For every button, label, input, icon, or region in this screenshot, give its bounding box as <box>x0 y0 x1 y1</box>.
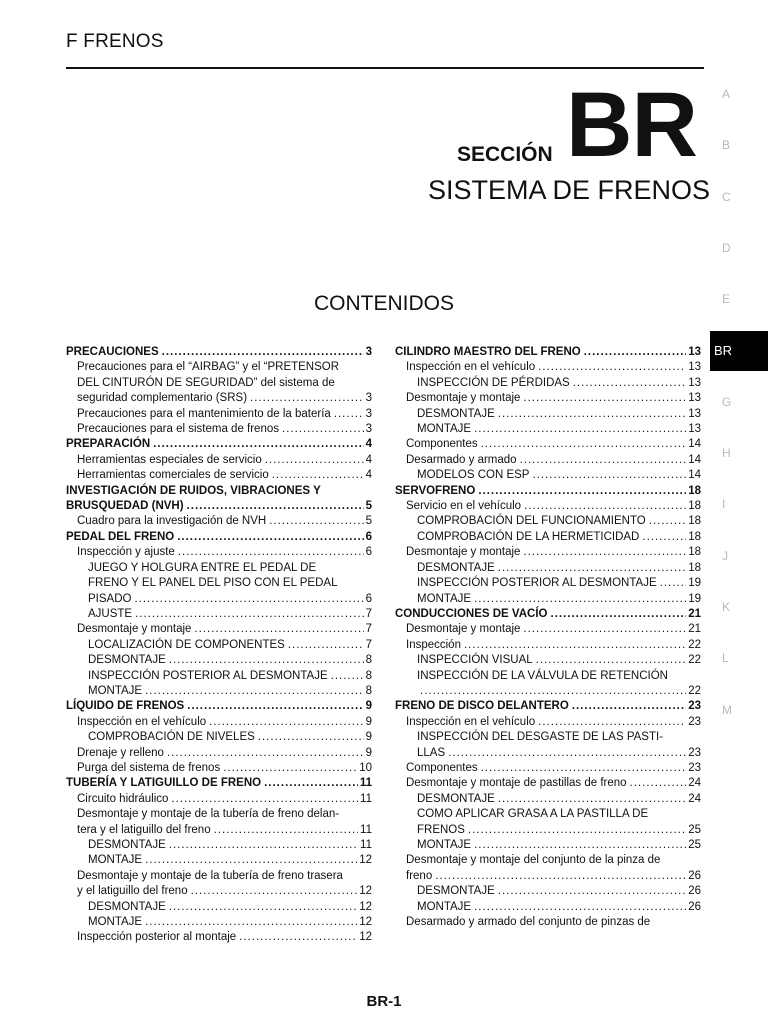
toc-page-number: 24 <box>688 777 701 790</box>
toc-entry-text: DESMONTAJE <box>417 561 495 574</box>
toc-entry-text: Desmontaje y montaje <box>406 546 521 559</box>
section-tab-i[interactable]: I <box>722 497 726 512</box>
toc-entry[interactable] <box>395 407 701 422</box>
toc-page-number: 26 <box>688 885 701 898</box>
toc-leader-dots <box>177 530 363 545</box>
toc-leader-dots <box>420 684 686 699</box>
toc-page-number: 22 <box>688 654 701 667</box>
toc-entry[interactable] <box>66 407 372 422</box>
toc-page-number: 14 <box>688 453 701 466</box>
toc-leader-dots <box>258 730 364 745</box>
toc-leader-dots <box>282 422 364 437</box>
toc-entry-text: PRECAUCIONES <box>66 346 159 358</box>
toc-page-number: 12 <box>359 916 372 929</box>
toc-leader-dots <box>191 884 358 899</box>
section-tab-h[interactable]: H <box>722 446 731 461</box>
toc-entry[interactable] <box>395 622 701 637</box>
toc-leader-dots <box>478 484 686 499</box>
toc-page-number: 14 <box>688 469 701 482</box>
toc-right-column <box>395 345 701 930</box>
toc-entry[interactable] <box>395 576 701 591</box>
toc-entry-text: DESMONTAJE <box>88 839 166 851</box>
toc-entry-text: COMPROBACIÓN DE LA HERMETICIDAD <box>417 530 640 543</box>
toc-page-number: 13 <box>688 423 701 436</box>
toc-entry-text: Inspección <box>406 638 461 651</box>
toc-entry-text: COMPROBACIÓN DEL FUNCIONAMIENTO <box>417 515 646 528</box>
toc-entry[interactable] <box>66 730 372 745</box>
toc-entry[interactable] <box>395 776 701 791</box>
toc-leader-dots <box>630 776 687 791</box>
toc-entry-text: MODELOS CON ESP <box>417 469 530 482</box>
toc-page-number: 7 <box>365 607 372 620</box>
toc-leader-dots <box>498 884 686 899</box>
toc-entry[interactable] <box>395 699 701 714</box>
toc-page-number: 8 <box>365 654 372 667</box>
section-tab-a[interactable]: A <box>722 87 731 101</box>
toc-entry[interactable] <box>66 853 372 868</box>
toc-entry[interactable] <box>66 484 372 515</box>
toc-page-number: 6 <box>365 546 372 559</box>
toc-entry-text: SERVOFRENO <box>395 484 476 497</box>
toc-leader-dots <box>448 746 686 761</box>
toc-page-number: 3 <box>365 392 372 405</box>
toc-entry-text: INSPECCIÓN VISUAL <box>417 654 533 667</box>
toc-entry-text: MONTAJE <box>417 423 472 436</box>
toc-leader-dots <box>523 622 686 637</box>
toc-entry-text: Desmontaje y montaje <box>77 623 192 636</box>
toc-entry-text: Desmontaje y montaje de pastillas de freno <box>406 777 627 790</box>
toc-leader-dots <box>435 869 686 884</box>
toc-entry[interactable] <box>66 437 372 452</box>
toc-entry-text: Desarmado y armado <box>406 453 517 466</box>
toc-entry[interactable] <box>395 792 701 807</box>
toc-page-number: 25 <box>688 823 701 836</box>
toc-entry-text: DESMONTAJE <box>417 885 495 898</box>
toc-entry[interactable] <box>66 869 372 900</box>
toc-entry-text: MONTAJE <box>88 916 143 929</box>
toc-entry-text: INSPECCIÓN POSTERIOR AL DESMONTAJE <box>88 669 328 682</box>
toc-entry-text: Desmontaje y montaje de la tubería de freno trasera <box>77 869 343 882</box>
toc-entry-text: Servicio en el vehículo <box>406 500 522 513</box>
toc-entry[interactable] <box>395 376 701 391</box>
toc-leader-dots <box>265 453 364 468</box>
toc-entry[interactable] <box>395 468 701 483</box>
section-tab-e[interactable]: E <box>722 292 731 307</box>
toc-entry-text: DESMONTAJE <box>88 654 166 667</box>
page-number: BR-1 <box>366 993 402 1010</box>
toc-leader-dots <box>498 792 686 807</box>
toc-leader-dots <box>551 607 687 622</box>
toc-page-number: 13 <box>688 346 701 358</box>
toc-leader-dots <box>524 499 686 514</box>
toc-entry-text: Componentes <box>406 438 478 451</box>
toc-entry-text: CILINDRO MAESTRO DEL FRENO <box>395 346 581 358</box>
toc-entry[interactable] <box>395 453 701 468</box>
toc-page-number: 23 <box>688 761 701 774</box>
toc-page-number: 25 <box>688 839 701 851</box>
section-tab-c[interactable]: C <box>722 189 731 204</box>
toc-leader-dots <box>334 407 364 422</box>
toc-page-number: 4 <box>365 438 372 451</box>
toc-leader-dots <box>481 761 687 776</box>
toc-entry[interactable] <box>395 884 701 899</box>
toc-entry[interactable] <box>66 838 372 853</box>
toc-leader-dots <box>498 407 686 422</box>
toc-page-number: 11 <box>359 777 372 790</box>
toc-entry-text: PREPARACIÓN <box>66 438 151 451</box>
toc-leader-dots <box>269 514 363 529</box>
toc-entry-text: Desarmado y armado del conjunto de pinzas de <box>406 916 651 929</box>
toc-leader-dots <box>178 545 364 560</box>
toc-entry-text: Desmontaje y montaje del conjunto de la pinza de <box>406 854 661 867</box>
toc-entry[interactable] <box>395 638 701 653</box>
toc-page-number: 12 <box>359 885 372 898</box>
toc-leader-dots <box>464 638 686 653</box>
toc-entry-text: LÍQUIDO DE FRENOS <box>66 700 185 713</box>
toc-entry[interactable] <box>395 545 701 560</box>
toc-entry-text: TUBERÍA Y LATIGUILLO DE FRENO <box>66 777 262 790</box>
toc-page-number: 5 <box>365 500 372 513</box>
toc-leader-dots <box>272 468 364 483</box>
toc-page-number: 10 <box>359 761 372 774</box>
toc-leader-dots <box>167 746 364 761</box>
toc-entry-text: MONTAJE <box>417 900 472 913</box>
toc-entry[interactable] <box>395 838 701 853</box>
toc-leader-dots <box>187 499 364 514</box>
toc-entry[interactable] <box>395 514 701 529</box>
toc-entry[interactable] <box>66 653 372 668</box>
toc-page-number: 12 <box>359 854 372 867</box>
toc-entry[interactable] <box>66 792 372 807</box>
toc-entry-text: PISADO <box>88 592 132 605</box>
toc-leader-dots <box>288 638 364 653</box>
toc-leader-dots <box>145 853 357 868</box>
toc-page-number: 19 <box>688 592 701 605</box>
toc-page-number: 4 <box>365 469 372 482</box>
toc-page-number: 21 <box>688 607 701 620</box>
toc-entry[interactable] <box>66 530 372 545</box>
toc-entry[interactable] <box>395 592 701 607</box>
toc-entry-text: Drenaje y relleno <box>77 746 164 759</box>
toc-leader-dots <box>331 669 364 684</box>
toc-page-number: 3 <box>365 423 372 436</box>
section-tab-k[interactable]: K <box>722 600 731 614</box>
toc-entry-text: LOCALIZACIÓN DE COMPONENTES <box>88 638 285 651</box>
section-label: SECCIÓN <box>457 143 553 166</box>
toc-leader-dots <box>145 684 364 699</box>
section-header: F FRENOS <box>66 31 164 52</box>
toc-page-number: 18 <box>688 500 701 513</box>
toc-entry-text: INSPECCIÓN DE PÉRDIDAS <box>417 376 570 389</box>
toc-page-number: 11 <box>360 823 372 836</box>
toc-leader-dots <box>573 376 686 391</box>
toc-entry-text: MONTAJE <box>88 854 143 867</box>
toc-page-number: 6 <box>365 530 372 543</box>
toc-entry[interactable] <box>66 360 372 406</box>
toc-entry[interactable] <box>395 669 701 700</box>
toc-entry-text: Inspección en el vehículo <box>406 715 536 728</box>
toc-entry[interactable] <box>395 915 701 930</box>
toc-entry-text: FRENO Y EL PANEL DEL PISO CON EL PEDAL <box>88 577 338 590</box>
toc-entry-text: Precauciones para el sistema de frenos <box>77 423 279 436</box>
toc-entry-text: Desmontaje y montaje de la tubería de freno delan- <box>77 808 340 821</box>
toc-leader-dots <box>536 653 687 668</box>
toc-leader-dots <box>134 592 363 607</box>
section-tab-b[interactable]: B <box>722 138 731 153</box>
contents-heading: CONTENIDOS <box>313 292 454 315</box>
toc-entry[interactable] <box>66 622 372 637</box>
toc-page-number: 24 <box>688 792 701 805</box>
toc-leader-dots <box>538 360 686 375</box>
toc-entry-text: MONTAJE <box>417 592 472 605</box>
toc-entry-text: Herramientas comerciales de servicio <box>77 469 269 482</box>
toc-leader-dots <box>162 345 364 360</box>
toc-page-number: 8 <box>365 669 372 682</box>
toc-entry-text: Precauciones para el mantenimiento de la batería <box>77 407 331 420</box>
toc-page-number: 11 <box>360 792 372 805</box>
toc-page-number: 12 <box>359 900 372 913</box>
toc-entry[interactable] <box>395 391 701 406</box>
toc-page-number: 18 <box>688 515 701 528</box>
toc-leader-dots <box>223 761 357 776</box>
toc-left-column <box>66 345 372 946</box>
toc-leader-dots <box>572 699 686 714</box>
toc-entry-text: INSPECCIÓN POSTERIOR AL DESMONTAJE <box>417 577 657 590</box>
toc-page-number: 9 <box>365 715 372 728</box>
toc-leader-dots <box>135 607 364 622</box>
toc-entry[interactable] <box>66 345 372 360</box>
toc-page-number: 19 <box>688 577 701 590</box>
toc-leader-dots <box>187 699 363 714</box>
toc-entry[interactable] <box>395 530 701 545</box>
toc-page-number: 22 <box>688 638 701 651</box>
toc-entry[interactable] <box>395 653 701 668</box>
toc-entry-text: Inspección en el vehículo <box>406 361 536 374</box>
toc-entry-text: MONTAJE <box>88 684 143 697</box>
toc-leader-dots <box>498 561 686 576</box>
toc-leader-dots <box>209 715 363 730</box>
toc-entry-text: DEL CINTURÓN DE SEGURIDAD” del sistema de <box>77 376 335 389</box>
toc-page-number: 11 <box>360 839 372 851</box>
toc-leader-dots <box>171 792 358 807</box>
toc-entry[interactable] <box>66 761 372 776</box>
section-tab-g[interactable]: G <box>722 394 732 409</box>
toc-entry[interactable] <box>395 499 701 514</box>
toc-leader-dots <box>523 545 686 560</box>
toc-page-number: 6 <box>365 592 372 605</box>
toc-leader-dots <box>214 823 358 838</box>
toc-entry-text: Herramientas especiales de servicio <box>77 453 262 466</box>
toc-leader-dots <box>584 345 686 360</box>
toc-entry-text: tera y el latiguillo del freno <box>77 823 211 836</box>
toc-entry-text: INVESTIGACIÓN DE RUIDOS, VIBRACIONES Y <box>66 484 321 497</box>
toc-entry[interactable] <box>66 930 372 945</box>
toc-page-number: 9 <box>365 746 372 759</box>
toc-entry[interactable] <box>66 638 372 653</box>
toc-entry[interactable] <box>395 853 701 884</box>
toc-page-number: 9 <box>365 700 372 713</box>
toc-entry-text: FRENO DE DISCO DELANTERO <box>395 700 569 713</box>
toc-entry[interactable] <box>395 561 701 576</box>
header-rule <box>66 67 704 69</box>
toc-page-number: 13 <box>688 392 701 405</box>
toc-page-number: 3 <box>365 407 372 420</box>
toc-page-number: 13 <box>688 376 701 389</box>
toc-entry-text: DESMONTAJE <box>417 792 495 805</box>
toc-page-number: 26 <box>688 900 701 913</box>
toc-leader-dots <box>474 422 686 437</box>
toc-entry[interactable] <box>66 514 372 529</box>
toc-entry[interactable] <box>66 776 372 791</box>
toc-leader-dots <box>250 391 364 406</box>
toc-entry[interactable] <box>66 422 372 437</box>
toc-entry-text: INSPECCIÓN DEL DESGASTE DE LAS PASTI- <box>417 731 664 744</box>
toc-page-number: 7 <box>365 638 372 651</box>
toc-entry-text: DESMONTAJE <box>88 900 166 913</box>
toc-page-number: 8 <box>365 684 372 697</box>
toc-entry-text: Componentes <box>406 761 478 774</box>
toc-leader-dots <box>474 838 686 853</box>
toc-page-number: 13 <box>688 407 701 420</box>
toc-leader-dots <box>660 576 687 591</box>
toc-entry-text: PEDAL DEL FRENO <box>66 530 175 543</box>
toc-leader-dots <box>642 530 686 545</box>
toc-entry-text: y el latiguillo del freno <box>77 885 188 898</box>
toc-entry[interactable] <box>66 468 372 483</box>
section-subtitle: SISTEMA DE FRENOS <box>428 175 711 205</box>
toc-entry[interactable] <box>66 715 372 730</box>
toc-leader-dots <box>239 930 357 945</box>
toc-entry-text: LLAS <box>417 746 446 759</box>
toc-entry-text: seguridad complementario (SRS) <box>77 392 248 405</box>
toc-entry-text: Desmontaje y montaje <box>406 392 521 405</box>
toc-entry-text: Cuadro para la investigación de NVH <box>77 515 267 528</box>
toc-leader-dots <box>532 468 686 483</box>
toc-entry[interactable] <box>66 915 372 930</box>
section-tab-l[interactable]: L <box>722 651 729 666</box>
section-code: BR <box>566 74 697 176</box>
toc-entry-text: BRUSQUEDAD (NVH) <box>66 500 184 513</box>
toc-leader-dots <box>194 622 363 637</box>
toc-page-number: 18 <box>688 484 701 497</box>
toc-entry-text: COMO APLICAR GRASA A LA PASTILLA DE <box>417 808 649 821</box>
toc-entry[interactable] <box>395 715 701 730</box>
toc-leader-dots <box>523 391 686 406</box>
toc-entry-text: INSPECCIÓN DE LA VÁLVULA DE RETENCIÓN <box>417 669 668 682</box>
toc-entry[interactable] <box>66 746 372 761</box>
toc-entry[interactable] <box>395 422 701 437</box>
toc-entry[interactable] <box>395 761 701 776</box>
toc-entry-text: Precauciones para el “AIRBAG” y el “PRETENSOR <box>77 361 340 374</box>
toc-entry-text: freno <box>406 869 433 882</box>
toc-entry-text: Circuito hidráulico <box>77 792 169 805</box>
section-tab-j[interactable]: J <box>722 548 728 563</box>
toc-entry[interactable] <box>66 453 372 468</box>
toc-page-number: 9 <box>365 731 372 744</box>
toc-entry[interactable] <box>395 900 701 915</box>
toc-leader-dots <box>520 453 687 468</box>
toc-leader-dots <box>538 715 686 730</box>
toc-leader-dots <box>169 653 364 668</box>
toc-entry-text: MONTAJE <box>417 839 472 851</box>
toc-entry[interactable] <box>395 807 701 838</box>
toc-entry[interactable] <box>395 607 701 622</box>
toc-page-number: 23 <box>688 715 701 728</box>
toc-entry[interactable] <box>395 345 701 360</box>
toc-page-number: 4 <box>365 453 372 466</box>
toc-entry-text: FRENOS <box>417 823 465 836</box>
toc-entry[interactable] <box>66 669 372 684</box>
toc-entry[interactable] <box>66 900 372 915</box>
toc-leader-dots <box>145 915 357 930</box>
section-tab-br[interactable]: BR <box>710 331 768 371</box>
toc-page-number: 23 <box>688 700 701 713</box>
toc-page-number: 22 <box>688 684 701 697</box>
toc-leader-dots <box>474 592 686 607</box>
toc-entry-text: COMPROBACIÓN DE NIVELES <box>88 731 255 744</box>
toc-entry-text: CONDUCCIONES DE VACÍO <box>395 607 548 620</box>
toc-entry[interactable] <box>395 484 701 499</box>
toc-page-number: 7 <box>365 623 372 636</box>
toc-entry-text: AJUSTE <box>88 607 133 620</box>
toc-page-number: 14 <box>688 438 701 451</box>
toc-leader-dots <box>481 437 687 452</box>
toc-entry[interactable] <box>395 360 701 375</box>
toc-leader-dots <box>649 514 686 529</box>
toc-page-number: 23 <box>688 746 701 759</box>
toc-leader-dots <box>468 823 686 838</box>
section-tab-d[interactable]: D <box>722 240 731 255</box>
toc-page-number: 18 <box>688 561 701 574</box>
toc-entry-text: Inspección en el vehículo <box>77 715 207 728</box>
toc-entry-text: Desmontaje y montaje <box>406 623 521 636</box>
toc-entry[interactable] <box>66 607 372 622</box>
toc-page-number: 18 <box>688 546 701 559</box>
toc-leader-dots <box>264 776 358 791</box>
toc-entry[interactable] <box>66 561 372 607</box>
toc-entry[interactable] <box>66 684 372 699</box>
toc-entry[interactable] <box>395 437 701 452</box>
toc-leader-dots <box>169 838 358 853</box>
toc-entry-text: Purga del sistema de frenos <box>77 761 221 774</box>
toc-entry-text: JUEGO Y HOLGURA ENTRE EL PEDAL DE <box>88 561 317 574</box>
toc-entry[interactable] <box>66 699 372 714</box>
toc-entry-text: Inspección posterior al montaje <box>77 931 237 944</box>
toc-leader-dots <box>153 437 363 452</box>
toc-page-number: 26 <box>688 869 701 882</box>
toc-page-number: 18 <box>688 530 701 543</box>
toc-entry[interactable] <box>66 545 372 560</box>
toc-page-number: 5 <box>365 515 372 528</box>
toc-page-number: 12 <box>359 931 372 944</box>
toc-page-number: 3 <box>365 346 372 358</box>
toc-entry[interactable] <box>66 807 372 838</box>
toc-entry-text: Inspección y ajuste <box>77 546 175 559</box>
toc-leader-dots <box>169 900 357 915</box>
toc-page-number: 13 <box>688 361 701 374</box>
toc-page-number: 21 <box>688 623 701 636</box>
section-tab-m[interactable]: M <box>722 702 732 717</box>
toc-leader-dots <box>474 900 686 915</box>
toc-entry-text: DESMONTAJE <box>417 407 495 420</box>
toc-entry[interactable] <box>395 730 701 761</box>
